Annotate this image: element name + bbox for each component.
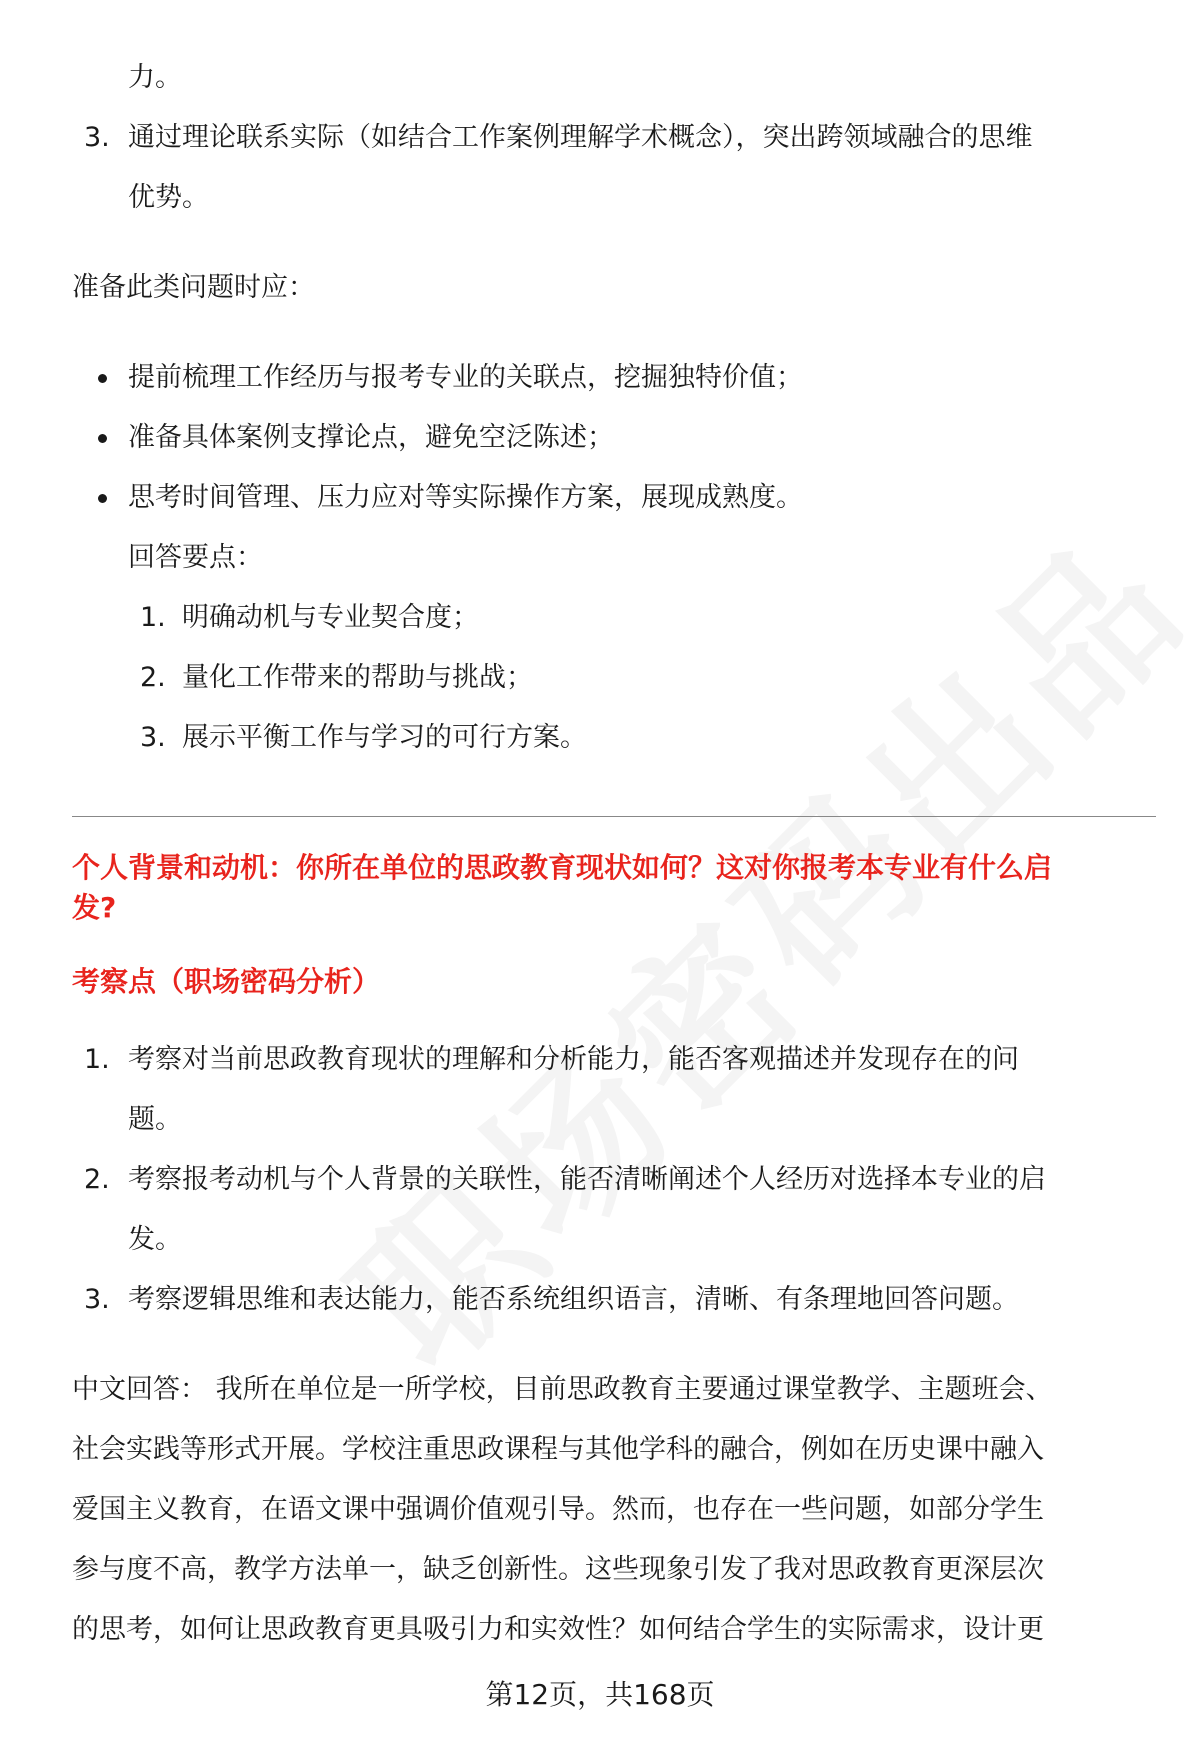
answer-points-label: 回答要点： <box>128 542 263 573</box>
bullet-item: 提前梳理工作经历与报考专业的关联点，挖掘独特价值； <box>128 362 803 393</box>
bullet-dot <box>98 434 107 443</box>
bullet-dot <box>98 494 107 503</box>
list-number: 1. <box>140 602 166 633</box>
list-item-text: 考察对当前思政教育现状的理解和分析能力，能否客观描述并发现存在的问 <box>128 1044 1019 1075</box>
question-heading: 发? <box>72 891 117 924</box>
list-number: 3. <box>84 1284 110 1315</box>
list-number: 2. <box>140 662 166 693</box>
list-item-text: 展示平衡工作与学习的可行方案。 <box>182 722 587 753</box>
paragraph: 准备此类问题时应： <box>72 272 315 303</box>
list-number: 1. <box>84 1044 110 1075</box>
answer-paragraph-line: 中文回答： 我所在单位是一所学校，目前思政教育主要通过课堂教学、主题班会、 <box>72 1374 1053 1405</box>
page-number-footer: 第12页，共168页 <box>485 1678 715 1711</box>
list-item-text: 优势。 <box>128 182 209 213</box>
list-item-text: 题。 <box>128 1104 182 1135</box>
bullet-item: 思考时间管理、压力应对等实际操作方案，展现成熟度。 <box>128 482 803 513</box>
list-number: 3. <box>84 122 110 153</box>
answer-paragraph-line: 的思考，如何让思政教育更具吸引力和实效性？如何结合学生的实际需求，设计更 <box>72 1614 1044 1645</box>
list-item-text: 考察逻辑思维和表达能力，能否系统组织语言，清晰、有条理地回答问题。 <box>128 1284 1019 1315</box>
list-item-text: 发。 <box>128 1224 182 1255</box>
answer-paragraph-line: 参与度不高，教学方法单一，缺乏创新性。这些现象引发了我对思政教育更深层次 <box>72 1554 1044 1585</box>
question-heading: 个人背景和动机：你所在单位的思政教育现状如何？这对你报考本专业有什么启 <box>72 851 1053 884</box>
list-item-text: 量化工作带来的帮助与挑战； <box>182 662 533 693</box>
exam-points-heading: 考察点（职场密码分析） <box>72 965 381 998</box>
list-item-continuation: 力。 <box>128 62 182 93</box>
list-item-text: 明确动机与专业契合度； <box>182 602 479 633</box>
list-number: 2. <box>84 1164 110 1195</box>
bullet-item: 准备具体案例支撑论点，避免空泛陈述； <box>128 422 614 453</box>
list-item-text: 考察报考动机与个人背景的关联性，能否清晰阐述个人经历对选择本专业的启 <box>128 1164 1046 1195</box>
list-number: 3. <box>140 722 166 753</box>
bullet-dot <box>98 374 107 383</box>
section-divider <box>72 816 1156 817</box>
list-item-text: 通过理论联系实际（如结合工作案例理解学术概念），突出跨领域融合的思维 <box>128 122 1033 153</box>
answer-paragraph-line: 爱国主义教育，在语文课中强调价值观引导。然而，也存在一些问题，如部分学生 <box>72 1494 1044 1525</box>
answer-paragraph-line: 社会实践等形式开展。学校注重思政课程与其他学科的融合，例如在历史课中融入 <box>72 1434 1044 1465</box>
